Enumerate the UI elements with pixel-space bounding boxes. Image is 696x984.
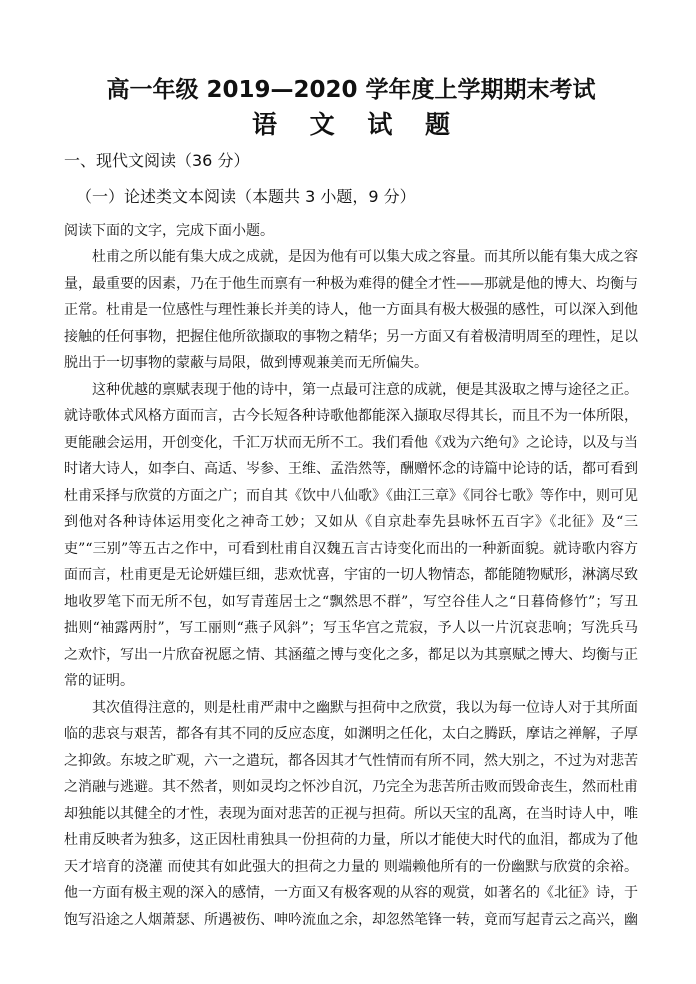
subsection-heading: （一）论述类文本阅读（本题共 3 小题，9 分） [76,187,416,206]
section-heading: 一、现代文阅读（36 分） [64,151,250,170]
exam-subtitle: 语 文 试 题 [251,110,463,139]
passage-paragraph-3: 其次值得注意的，则是杜甫严肃中之幽默与担荷中之欣赏，我以为每一位诗人对于其所面临的悲哀与艰苦，都各有其不同的反应态度，如渊明之任化，太白之腾跃，摩诘之禅解，子厚之抑敛。东坡之旷观，六一之遣玩，都各因其才气性情而有所不同，然大别之，不过为对悲苦之消融与逃避。其不然者，则如灵均之怀沙自沉，乃完全为悲苦所击败而毁命丧生，然而杜甫却独能以其健全的才性，表现为面对悲苦的正视与担荷。所以天宝的乱离，在当时诗人中，唯杜甫反映者为独多，这正因杜甫独具一份担荷的力量，所以才能使大时代的血泪，都成为了他天才培育的浇灌 而使其有如此强大的担荷之力量的 则端赖他所有的一份幽默与欣赏的余裕。他一方面有极主观的深入的感情，一方面又有极客观的从容的观赏，如著名的《北征》诗，于饱写沿途之人烟萧瑟、所遇被伤、呻吟流血之余，却忽然笔锋一转，竟而写起青云之高兴，幽 [64,699,638,928]
passage-paragraph-1: 杜甫之所以能有集大成之成就，是因为他有可以集大成之容量。而其所以能有集大成之容量，最重要的因素，乃在于他生而禀有一种极为难得的健全才性——那就是他的博大、均衡与正常。杜甫是一位感性与理性兼长并美的诗人，他一方面具有极大极强的感性，可以深入到他接触的任何事物，把握住他所欲撷取的事物之精华；另一方面又有着极清明周至的理性，足以脱出于一切事物的蒙蔽与局限，做到博观兼美而无所偏失。 [64,249,638,371]
passage-paragraph-2: 这种优越的禀赋表现于他的诗中，第一点最可注意的成就，便是其汲取之博与途径之正。就诗歌体式风格方面而言，古今长短各种诗歌他都能深入撷取尽得其长，而且不为一体所限，更能融会运用，开创变化，千汇万状而无所不工。我们看他《戏为六绝句》之论诗，以及与当时诸大诗人，如李白、高适、岑参、王维、孟浩然等，酬赠怀念的诗篇中论诗的话，都可看到杜甫采择与欣赏的方面之广；而自其《饮中八仙歌》《曲江三章》《同谷七歌》等作中，则可见到他对各种诗体运用变化之神奇工妙；又如从《自京赴奉先县咏怀五百字》《北征》及“三吏”“三别”等五古之作中，可看到杜甫自汉魏五言古诗变化而出的一种新面貌。就诗歌内容方面而言，杜甫更是无论妍媸巨细，悲欢忧喜，宇宙的一切人物情态，都能随物赋形，淋漓尽致地收罗笔下而无所不包，如写青莲居士之“飘然思不群”，写空谷佳人之“日暮倚修竹”；写丑拙则“袖露两肘”，写工丽则“燕子风斜”；写玉华宫之荒寂，予人以一片沉哀悲响；写洗兵马之欢忭，写出一片欣奋祝愿之情、其涵蕴之博与变化之多，都足以为其禀赋之博大、均衡与正常的证明。 [64,381,638,689]
reading-instruction: 阅读下面的文字，完成下面小题。 [64,223,274,239]
exam-title: 高一年级 2019—2020 学年度上学期期末考试 [106,77,596,103]
